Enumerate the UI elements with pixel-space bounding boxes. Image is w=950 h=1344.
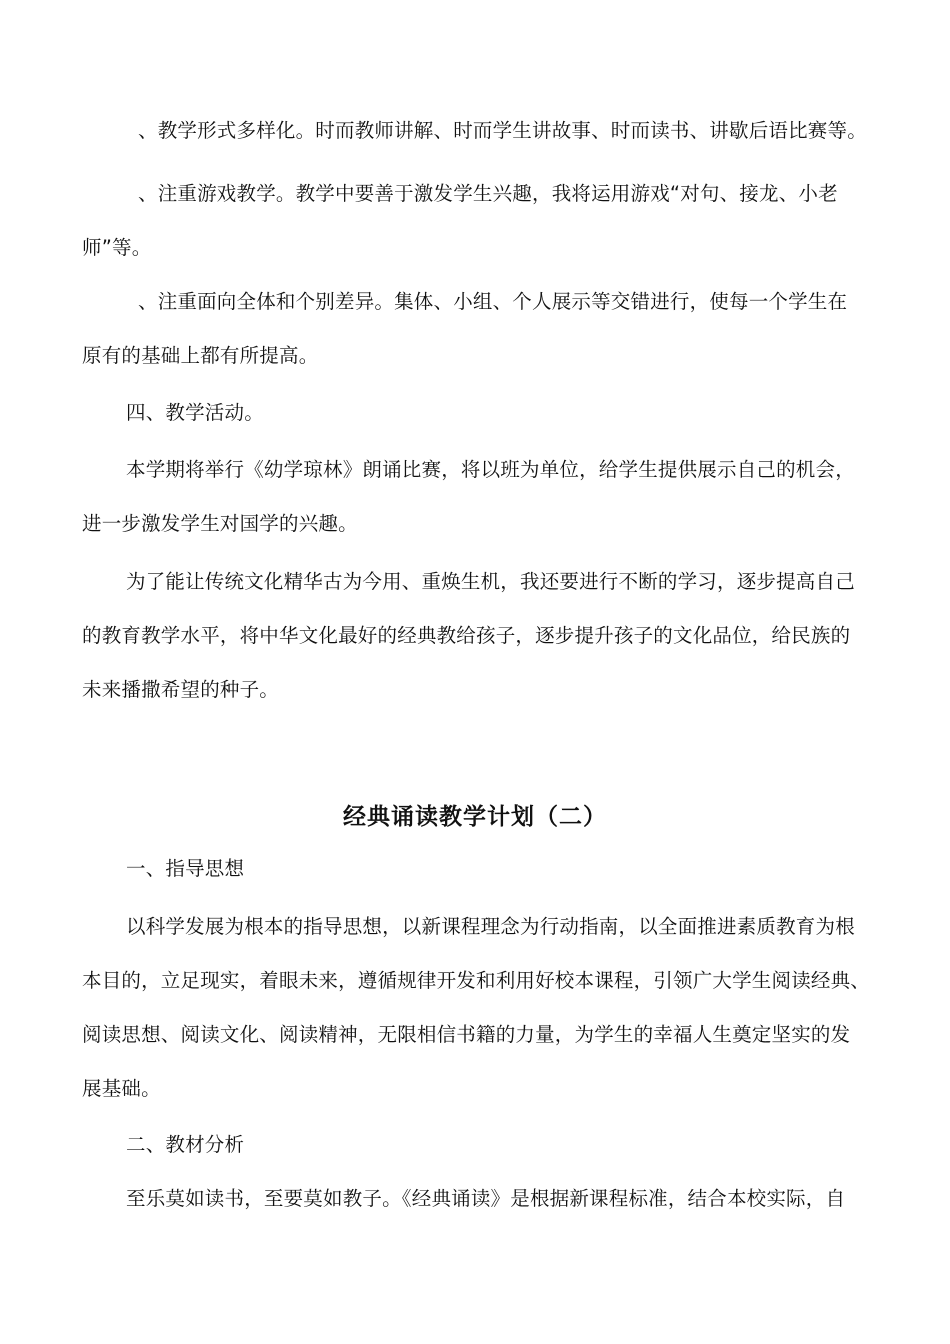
- section-heading-guiding-ideology: [82, 842, 882, 896]
- text-line: 四、教学活动。: [126, 401, 264, 424]
- text-line: 本目的，立足现实，着眼未来，遵循规律开发和利用好校本课程，引领广大学生阅读经典、: [82, 969, 871, 992]
- text-line: 原有的基础上都有所提高。: [82, 344, 319, 367]
- text-line: 、教学形式多样化。时而教师讲解、时而学生讲故事、时而读书、讲歇后语比赛等。: [138, 119, 867, 142]
- document-title: 经典诵读教学计划（二）: [343, 804, 607, 830]
- paragraph-teaching-forms: [82, 104, 882, 158]
- text-line: 二、教材分析: [126, 1133, 245, 1156]
- text-line: 一、指导思想: [126, 857, 245, 880]
- text-line: 、注重游戏教学。教学中要善于激发学生兴趣，我将运用游戏“对句、接龙、小老: [138, 182, 838, 205]
- text-line: 展基础。: [82, 1077, 161, 1100]
- paragraph-game-teaching: [82, 167, 882, 275]
- text-line: 本学期将举行《幼学琼林》朗诵比赛，将以班为单位，给学生提供展示自己的机会，: [126, 458, 855, 481]
- paragraph-individual-differences: [82, 275, 882, 383]
- text-line: 、注重面向全体和个别差异。集体、小组、个人展示等交错进行，使每一个学生在: [138, 290, 848, 313]
- section-heading-textbook-analysis: [82, 1118, 882, 1172]
- text-line: 至乐莫如读书，至要莫如教子。《经典诵读》是根据新课程标准，结合本校实际，自: [126, 1187, 846, 1210]
- text-line: 进一步激发学生对国学的兴趣。: [82, 512, 358, 535]
- text-line: 未来播撒希望的种子。: [82, 678, 280, 701]
- text-line: 的教育教学水平，将中华文化最好的经典教给孩子，逐步提升孩子的文化品位，给民族的: [82, 624, 851, 647]
- paragraph-traditional-culture: [82, 555, 882, 717]
- text-line: 师”等。: [82, 236, 152, 259]
- section-heading-teaching-activities: [82, 386, 882, 440]
- text-line: 为了能让传统文化精华古为今用、重焕生机，我还要进行不断的学习，逐步提高自己: [126, 570, 855, 593]
- text-line: 以科学发展为根本的指导思想，以新课程理念为行动指南，以全面推进素质教育为根: [126, 915, 855, 938]
- paragraph-textbook-analysis: [82, 1172, 882, 1226]
- text-line: 阅读思想、阅读文化、阅读精神，无限相信书籍的力量，为学生的幸福人生奠定坚实的发: [82, 1023, 851, 1046]
- paragraph-guiding-ideology: [82, 900, 882, 1116]
- paragraph-recitation-contest: [82, 443, 882, 551]
